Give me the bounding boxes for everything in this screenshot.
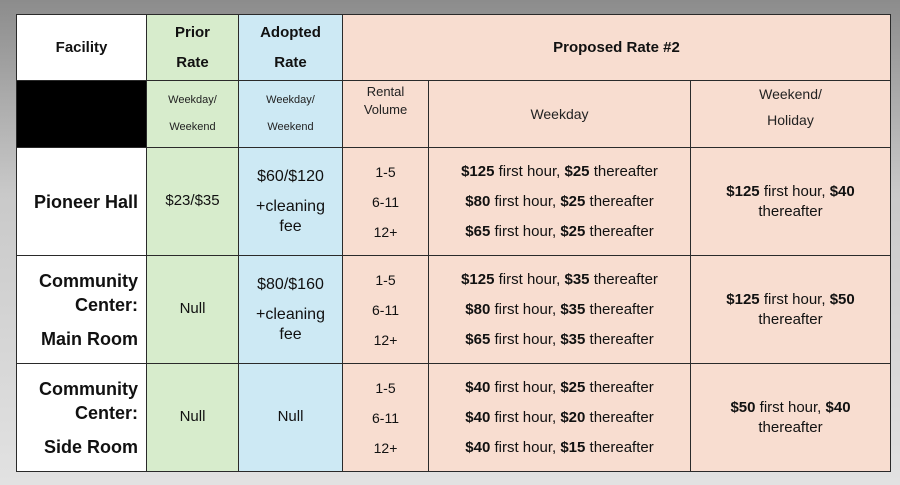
thereafter-price: $35 xyxy=(560,330,586,348)
facility-header-label: Facility xyxy=(55,38,108,56)
first-hour-price: $40 xyxy=(465,408,491,426)
proposed-rate-header-label: Proposed Rate #2 xyxy=(553,38,680,56)
prior-sub-line1: Weekday/ xyxy=(168,94,217,106)
table-row xyxy=(17,148,891,256)
first-hour-price: $40 xyxy=(465,378,491,396)
rental-volume-subheader xyxy=(343,81,429,148)
rate-text: thereafter xyxy=(585,378,654,396)
rate-text: thereafter xyxy=(585,330,654,348)
header-row xyxy=(17,15,891,81)
thereafter-price: $15 xyxy=(560,438,586,456)
adopted-rate-cell xyxy=(239,256,343,364)
weekday-rate-line xyxy=(433,373,686,403)
first-hour-price: $65 xyxy=(465,330,491,348)
table-row xyxy=(17,364,891,472)
weekend-holiday-line2: Holiday xyxy=(767,112,814,128)
first-hour-price: $125 xyxy=(461,270,495,288)
first-hour-price: $50 xyxy=(730,398,756,416)
rate-text: thereafter xyxy=(758,418,823,436)
weekend-holiday-line1: Weekend/ xyxy=(759,86,822,102)
adopted-rate-cell xyxy=(239,148,343,256)
adopted-rate-header xyxy=(239,15,343,81)
adopted-rate-extra: +cleaning xyxy=(256,197,325,215)
weekday-subheader-label: Weekday xyxy=(530,106,589,122)
weekday-rate-cell xyxy=(429,148,691,256)
rate-text: thereafter xyxy=(585,438,654,456)
prior-rate-header-line2: Rate xyxy=(176,53,209,71)
prior-rate-value: Null xyxy=(179,408,206,426)
first-hour-price: $125 xyxy=(726,290,760,308)
rate-text: first hour, xyxy=(490,408,561,426)
weekend-rate-cell xyxy=(691,148,891,256)
volume-tier: 12+ xyxy=(373,439,398,456)
weekday-rate-line xyxy=(433,265,686,295)
prior-rate-header xyxy=(147,15,239,81)
weekday-rate-line xyxy=(433,157,686,187)
weekday-rate-line xyxy=(433,325,686,355)
rate-text: thereafter xyxy=(585,300,654,318)
rate-text: first hour, xyxy=(490,222,561,240)
rate-text: first hour, xyxy=(490,330,561,348)
rate-text: thereafter xyxy=(758,202,823,220)
first-hour-price: $40 xyxy=(465,438,491,456)
thereafter-price: $20 xyxy=(560,408,586,426)
adopted-rate-value: Null xyxy=(277,408,304,426)
facility-name: Pioneer Hall xyxy=(33,191,138,212)
adopted-rate-extra: fee xyxy=(279,217,302,235)
rate-text: first hour, xyxy=(759,290,830,308)
weekend-rate-cell xyxy=(691,364,891,472)
facility-header xyxy=(17,15,147,81)
facility-name: Center: xyxy=(74,294,138,315)
volume-tier: 1-5 xyxy=(375,163,396,180)
rental-volume-cell xyxy=(343,364,429,472)
first-hour-price: $65 xyxy=(465,222,491,240)
volume-tier: 6-11 xyxy=(372,409,399,426)
blank-black-cell xyxy=(17,81,147,148)
weekday-rate-line xyxy=(433,187,686,217)
thereafter-price: $40 xyxy=(829,182,855,200)
subheader-row xyxy=(17,81,891,148)
rental-volume-cell xyxy=(343,148,429,256)
rate-text: thereafter xyxy=(589,162,658,180)
first-hour-price: $125 xyxy=(461,162,495,180)
adopted-sub-line1: Weekday/ xyxy=(266,94,315,106)
adopted-rate-extra: +cleaning xyxy=(256,305,325,323)
adopted-rate-extra: fee xyxy=(279,325,302,343)
thereafter-price: $25 xyxy=(564,162,590,180)
weekday-rate-cell xyxy=(429,256,691,364)
volume-tier: 1-5 xyxy=(375,379,396,396)
weekday-rate-line xyxy=(433,403,686,433)
facility-cell xyxy=(17,256,147,364)
prior-rate-header-line1: Prior xyxy=(174,23,210,41)
thereafter-price: $25 xyxy=(560,378,586,396)
facility-name: Community xyxy=(39,270,138,291)
adopted-sub-line2: Weekend xyxy=(267,121,314,133)
rate-text: thereafter xyxy=(589,270,658,288)
rate-text: first hour, xyxy=(490,378,561,396)
facility-name: Community xyxy=(39,378,138,399)
weekday-subheader xyxy=(429,81,691,148)
prior-rate-value: Null xyxy=(179,300,206,318)
first-hour-price: $80 xyxy=(465,300,491,318)
volume-tier: 6-11 xyxy=(372,193,399,210)
prior-rate-cell xyxy=(147,256,239,364)
facility-name: Center: xyxy=(74,402,138,423)
facility-rate-table xyxy=(16,14,891,472)
thereafter-price: $25 xyxy=(560,222,586,240)
rate-text: thereafter xyxy=(585,408,654,426)
volume-tier: 12+ xyxy=(373,223,398,240)
rate-text: first hour, xyxy=(494,270,565,288)
volume-tier: 6-11 xyxy=(372,301,399,318)
thereafter-price: $50 xyxy=(829,290,855,308)
volume-tier: 1-5 xyxy=(375,271,396,288)
adopted-rate-header-line2: Rate xyxy=(274,53,307,71)
rate-text: thereafter xyxy=(585,192,654,210)
prior-rate-cell xyxy=(147,148,239,256)
weekday-rate-line xyxy=(433,295,686,325)
rental-volume-line2: Volume xyxy=(363,102,408,117)
weekday-rate-line xyxy=(433,217,686,247)
adopted-rate-value: $80/$160 xyxy=(257,275,324,293)
weekday-rate-line xyxy=(433,433,686,463)
adopted-weekday-weekend-subheader xyxy=(239,81,343,148)
weekend-rate-cell xyxy=(691,256,891,364)
thereafter-price: $35 xyxy=(560,300,586,318)
rate-text: thereafter xyxy=(758,310,823,328)
facility-name: Main Room xyxy=(41,328,138,349)
facility-cell xyxy=(17,148,147,256)
prior-weekday-weekend-subheader xyxy=(147,81,239,148)
facility-name: Side Room xyxy=(43,436,138,457)
rate-text: first hour, xyxy=(490,300,561,318)
adopted-rate-cell xyxy=(239,364,343,472)
volume-tier: 12+ xyxy=(373,331,398,348)
adopted-rate-header-line1: Adopted xyxy=(260,23,321,41)
rate-table-container xyxy=(16,14,890,471)
proposed-rate-header xyxy=(343,15,891,81)
rate-text: first hour, xyxy=(490,192,561,210)
prior-rate-value: $23/$35 xyxy=(165,192,220,210)
weekend-holiday-subheader xyxy=(691,81,891,148)
rate-text: thereafter xyxy=(585,222,654,240)
prior-sub-line2: Weekend xyxy=(169,121,216,133)
first-hour-price: $125 xyxy=(726,182,760,200)
facility-cell xyxy=(17,364,147,472)
first-hour-price: $80 xyxy=(465,192,491,210)
thereafter-price: $40 xyxy=(825,398,851,416)
rental-volume-cell xyxy=(343,256,429,364)
rental-volume-line1: Rental xyxy=(366,84,405,99)
rate-text: first hour, xyxy=(494,162,565,180)
thereafter-price: $35 xyxy=(564,270,590,288)
rate-text: first hour, xyxy=(490,438,561,456)
weekday-rate-cell xyxy=(429,364,691,472)
rate-text: first hour, xyxy=(755,398,826,416)
rate-text: first hour, xyxy=(759,182,830,200)
thereafter-price: $25 xyxy=(560,192,586,210)
prior-rate-cell xyxy=(147,364,239,472)
adopted-rate-value: $60/$120 xyxy=(257,167,324,185)
table-row xyxy=(17,256,891,364)
